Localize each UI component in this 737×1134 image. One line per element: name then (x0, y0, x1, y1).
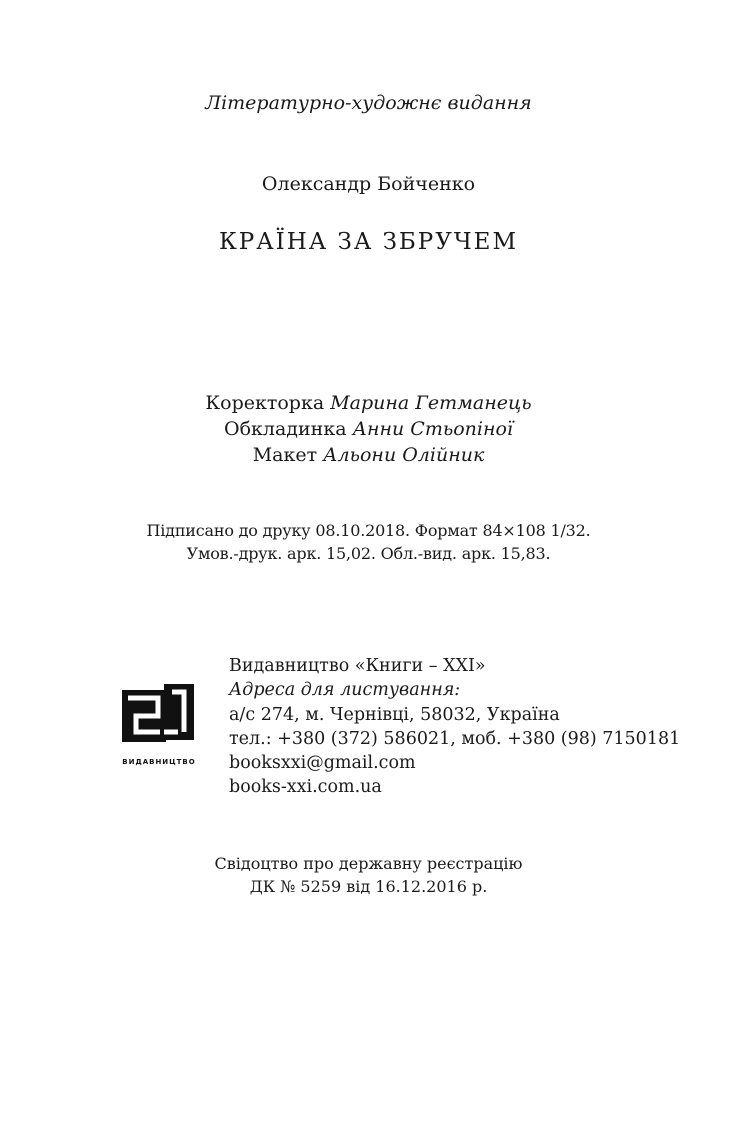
credit-role: Макет (252, 444, 318, 466)
credit-person: Анни Стьопіної (352, 418, 513, 440)
author-name: Олександр Бойченко (261, 173, 476, 195)
address-label: Адреса для листування: (229, 680, 461, 701)
registration-line: Свідоцтво про державну реєстрацію (214, 854, 523, 873)
credit-role: Обкладинка (224, 418, 347, 440)
credit-layout (0, 442, 737, 468)
genre-label: Літературно-художнє видання (205, 92, 532, 114)
registration-info (0, 852, 737, 898)
print-info (0, 519, 737, 565)
credit-role: Коректорка (205, 392, 325, 414)
email-address: booksxxi@gmail.com (229, 753, 416, 774)
publisher-logo-icon (120, 682, 198, 756)
credit-person: Марина Гетманець (330, 392, 532, 414)
credits-block (0, 390, 737, 468)
credit-proofreader (0, 390, 737, 416)
print-info-line: Підписано до друку 08.10.2018. Формат 84×108 1/32. (146, 521, 591, 540)
book-title: КРАЇНА ЗА ЗБРУЧЕМ (218, 229, 519, 255)
website-address: books-xxi.com.ua (229, 777, 382, 798)
postal-address: а/с 274, м. Чернівці, 58032, Україна (229, 704, 560, 725)
publisher-logo-caption: ВИДАВНИЦТВО (122, 758, 196, 766)
publisher-info (229, 654, 680, 800)
print-info-line: Умов.-друк. арк. 15,02. Обл.-вид. арк. 15,83. (186, 544, 551, 563)
registration-line: ДК № 5259 від 16.12.2016 р. (249, 877, 488, 896)
phone-numbers: тел.: +380 (372) 586021, моб. +380 (98) 7150181 (229, 728, 681, 749)
credit-person: Альони Олійник (323, 444, 485, 466)
publisher-name: Видавництво «Книги – XXI» (229, 656, 486, 676)
publisher-logo (120, 682, 198, 772)
credit-cover (0, 416, 737, 442)
